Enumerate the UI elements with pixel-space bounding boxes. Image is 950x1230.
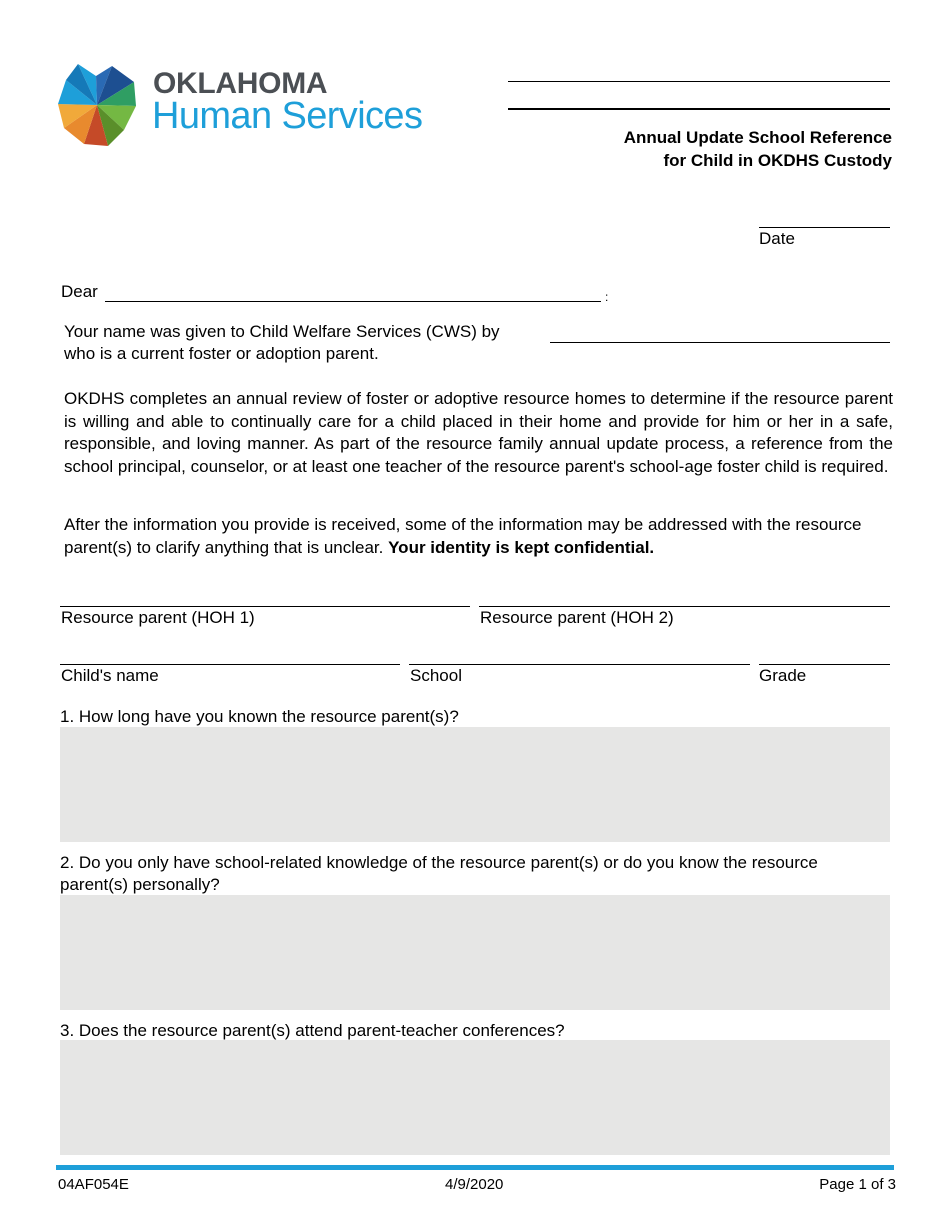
confidentiality-paragraph [64,514,893,559]
star-emblem-icon [54,62,140,148]
question-2: 2. Do you only have school-related knowledge of the resource parent(s) or do you know the resource parent(s) personally? [60,853,818,894]
salutation-label: Dear [61,282,98,301]
school-label: School [410,666,462,685]
footer-revision-date: 4/9/2020 [445,1176,504,1193]
resource-parent-2-field[interactable] [479,606,890,607]
question-3-answer-field[interactable] [60,1040,890,1155]
footer-rule [56,1165,894,1170]
grade-field[interactable] [759,664,890,665]
form-title [624,126,892,172]
question-3: 3. Does the resource parent(s) attend parent-teacher conferences? [60,1021,565,1040]
question-2-answer-field[interactable] [60,895,890,1010]
question-1: 1. How long have you known the resource parent(s)? [60,707,459,726]
intro-line-2: who is a current foster or adoption parent. [64,344,379,363]
recipient-name-field[interactable] [105,301,601,302]
child-name-field[interactable] [60,664,400,665]
date-label: Date [759,229,795,248]
logo-oklahoma-text: OKLAHOMA [153,67,328,100]
date-field[interactable] [759,227,890,228]
footer-form-number: 04AF054E [58,1176,129,1193]
grade-label: Grade [759,666,807,685]
resource-parent-2-label: Resource parent (HOH 2) [480,608,674,627]
review-paragraph: OKDHS completes an annual review of foster or adoptive resource homes to determine if the resource parent is willing and able to continually care for a child placed in their home and provide for him or her in a safe, responsible, and loving manner. As part of the resource family annual update process, a reference from the school principal, counselor, or at least one teacher of the resource parent's school-age foster child is required. [64,389,893,476]
intro-line-1: Your name was given to Child Welfare Services (CWS) by [64,322,500,341]
header-rule-top [508,81,890,82]
question-1-answer-field[interactable] [60,727,890,842]
salutation-colon: : [605,290,609,304]
footer-page-number: Page 1 of 3 [819,1176,896,1193]
referring-parent-field[interactable] [550,342,890,343]
form-title-line1: Annual Update School Reference [623,128,892,147]
logo-human-services-text: Human Services [152,95,423,137]
child-name-label: Child's name [61,666,159,685]
resource-parent-1-label: Resource parent (HOH 1) [61,608,255,627]
school-field[interactable] [409,664,750,665]
confidentiality-bold-text: Your identity is kept confidential. [388,537,655,557]
resource-parent-1-field[interactable] [60,606,470,607]
form-title-line2: for Child in OKDHS Custody [663,151,892,170]
header-rule-bottom [508,108,890,110]
confidentiality-text: After the information you provide is received, some of the information may be addressed with the resource parent(s) to clarify anything that is unclear. [64,515,862,557]
